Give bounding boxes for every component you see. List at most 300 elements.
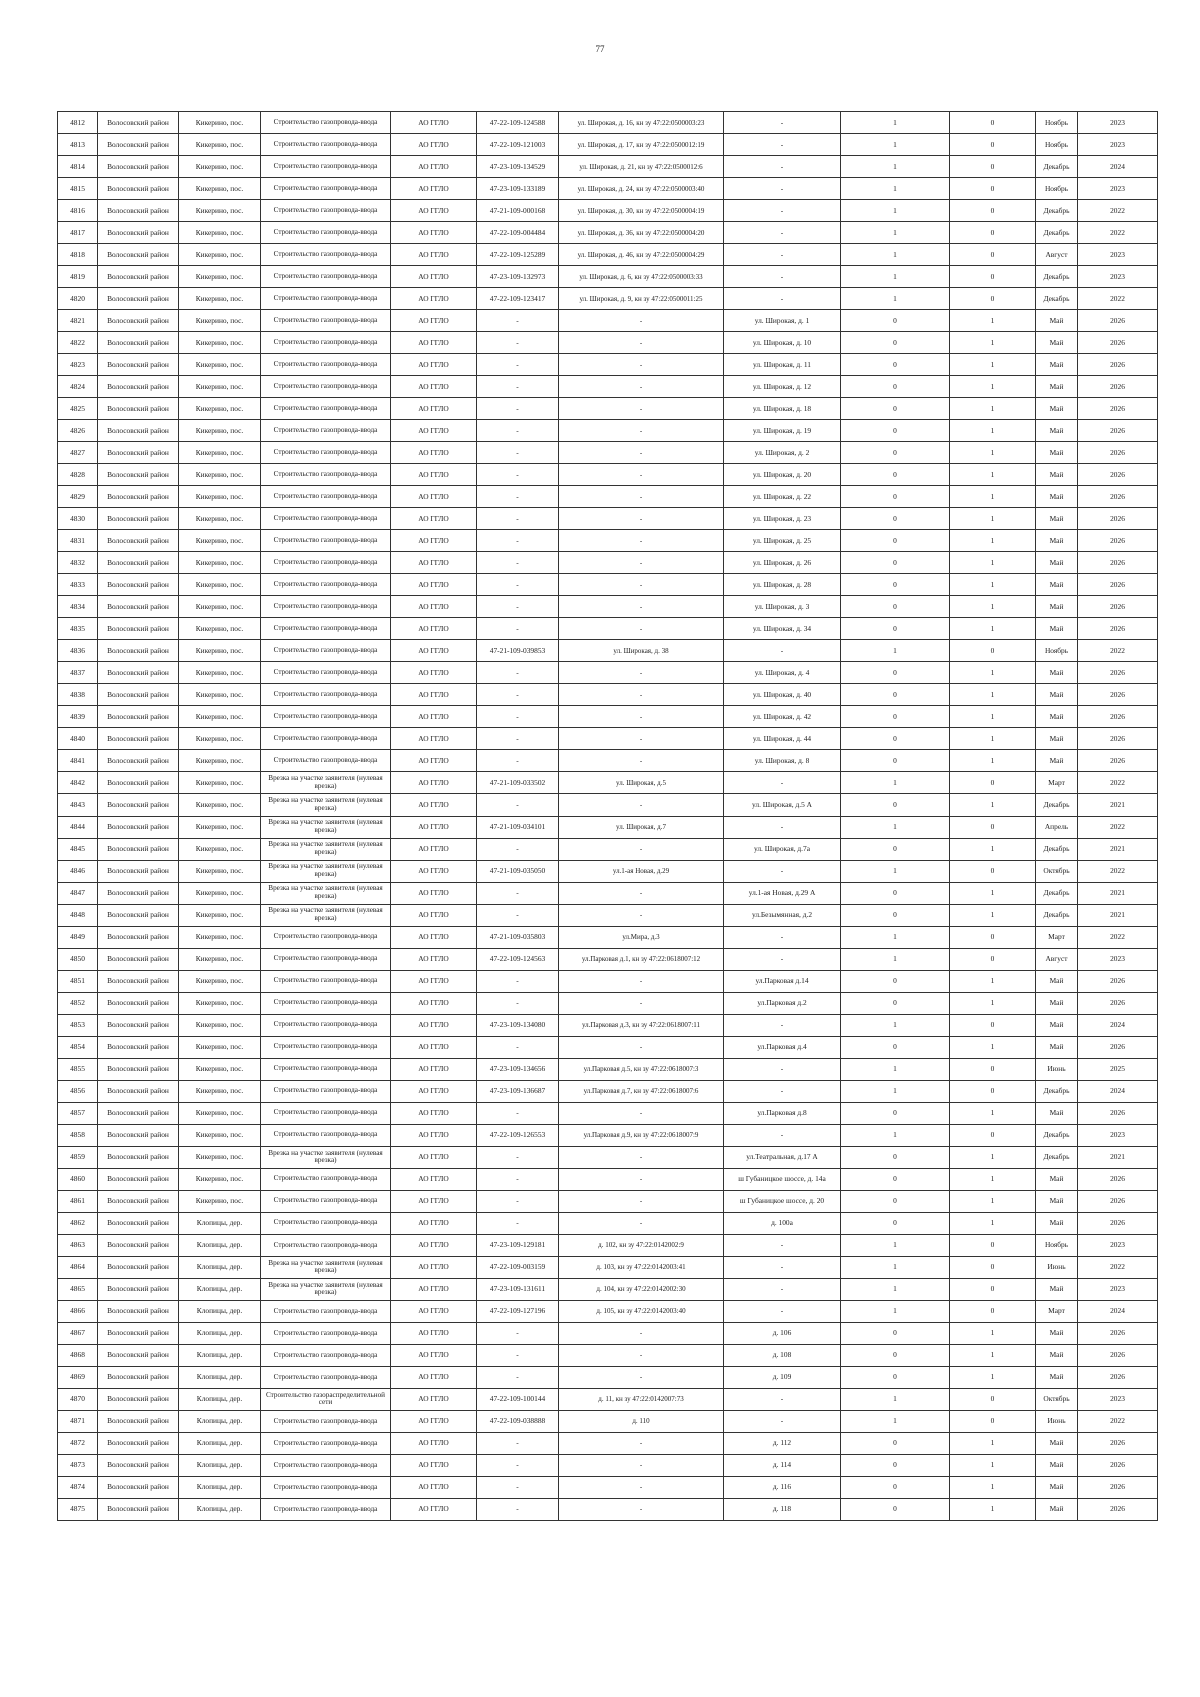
count-planned-cell: 1 xyxy=(950,310,1036,332)
month-cell: Май xyxy=(1036,486,1078,508)
district-cell: Волосовский район xyxy=(98,596,179,618)
table-row xyxy=(58,882,1158,904)
address-planned-cell: ул.Театральная, д.17 А xyxy=(724,1146,841,1168)
organization-cell: АО ГГЛО xyxy=(391,596,477,618)
work-type-cell: Строительство газопровода-ввода xyxy=(261,1212,391,1234)
work-type-cell: Строительство газопровода-ввода xyxy=(261,618,391,640)
settlement-cell: Кикерино, пос. xyxy=(179,596,261,618)
address-cadastre-cell: - xyxy=(559,904,724,926)
month-cell: Май xyxy=(1036,1498,1078,1520)
organization-cell: АО ГГЛО xyxy=(391,1388,477,1410)
year-cell: 2023 xyxy=(1078,112,1158,134)
address-planned-cell: ул.Парковая д.14 xyxy=(724,970,841,992)
count-planned-cell: 1 xyxy=(950,1212,1036,1234)
address-cadastre-cell: - xyxy=(559,838,724,860)
organization-cell: АО ГГЛО xyxy=(391,1058,477,1080)
month-cell: Ноябрь xyxy=(1036,178,1078,200)
month-cell: Май xyxy=(1036,706,1078,728)
month-cell: Май xyxy=(1036,1278,1078,1300)
organization-cell: АО ГГЛО xyxy=(391,420,477,442)
contract-number-cell: 47-23-109-134080 xyxy=(477,1014,559,1036)
month-cell: Май xyxy=(1036,310,1078,332)
count-planned-cell: 0 xyxy=(950,640,1036,662)
district-cell: Волосовский район xyxy=(98,970,179,992)
count-completed-cell: 0 xyxy=(841,706,950,728)
address-planned-cell: ул. Широкая, д. 12 xyxy=(724,376,841,398)
settlement-cell: Кикерино, пос. xyxy=(179,354,261,376)
address-cadastre-cell: ул. Широкая, д. 6, кн зу 47:22:0500003:33 xyxy=(559,266,724,288)
settlement-cell: Клопицы, дер. xyxy=(179,1322,261,1344)
month-cell: Май xyxy=(1036,1168,1078,1190)
district-cell: Волосовский район xyxy=(98,1432,179,1454)
district-cell: Волосовский район xyxy=(98,794,179,816)
settlement-cell: Клопицы, дер. xyxy=(179,1300,261,1322)
organization-cell: АО ГГЛО xyxy=(391,1366,477,1388)
settlement-cell: Клопицы, дер. xyxy=(179,1212,261,1234)
row-number-cell: 4834 xyxy=(58,596,98,618)
organization-cell: АО ГГЛО xyxy=(391,684,477,706)
settlement-cell: Кикерино, пос. xyxy=(179,1058,261,1080)
month-cell: Декабрь xyxy=(1036,1146,1078,1168)
district-cell: Волосовский район xyxy=(98,904,179,926)
address-cadastre-cell: - xyxy=(559,684,724,706)
settlement-cell: Кикерино, пос. xyxy=(179,1102,261,1124)
month-cell: Май xyxy=(1036,1454,1078,1476)
work-type-cell: Строительство газопровода-ввода xyxy=(261,134,391,156)
contract-number-cell: - xyxy=(477,574,559,596)
settlement-cell: Кикерино, пос. xyxy=(179,310,261,332)
count-completed-cell: 0 xyxy=(841,354,950,376)
month-cell: Май xyxy=(1036,376,1078,398)
table-row xyxy=(58,926,1158,948)
count-completed-cell: 1 xyxy=(841,1300,950,1322)
settlement-cell: Кикерино, пос. xyxy=(179,1190,261,1212)
table-row xyxy=(58,508,1158,530)
district-cell: Волосовский район xyxy=(98,772,179,794)
count-completed-cell: 0 xyxy=(841,376,950,398)
count-planned-cell: 1 xyxy=(950,1344,1036,1366)
year-cell: 2026 xyxy=(1078,970,1158,992)
work-type-cell: Строительство газопровода-ввода xyxy=(261,684,391,706)
organization-cell: АО ГГЛО xyxy=(391,948,477,970)
organization-cell: АО ГГЛО xyxy=(391,244,477,266)
table-row xyxy=(58,1366,1158,1388)
row-number-cell: 4819 xyxy=(58,266,98,288)
table-row xyxy=(58,1278,1158,1300)
settlement-cell: Кикерино, пос. xyxy=(179,1036,261,1058)
table-row xyxy=(58,1322,1158,1344)
count-completed-cell: 1 xyxy=(841,926,950,948)
address-planned-cell: д. 112 xyxy=(724,1432,841,1454)
row-number-cell: 4874 xyxy=(58,1476,98,1498)
row-number-cell: 4845 xyxy=(58,838,98,860)
count-completed-cell: 1 xyxy=(841,1234,950,1256)
count-planned-cell: 1 xyxy=(950,1432,1036,1454)
address-planned-cell: д. 108 xyxy=(724,1344,841,1366)
contract-number-cell: 47-22-109-124563 xyxy=(477,948,559,970)
year-cell: 2023 xyxy=(1078,1124,1158,1146)
count-planned-cell: 1 xyxy=(950,596,1036,618)
address-cadastre-cell: - xyxy=(559,750,724,772)
work-type-cell: Строительство газопровода-ввода xyxy=(261,1454,391,1476)
address-cadastre-cell: - xyxy=(559,970,724,992)
row-number-cell: 4871 xyxy=(58,1410,98,1432)
organization-cell: АО ГГЛО xyxy=(391,1432,477,1454)
address-cadastre-cell: - xyxy=(559,376,724,398)
row-number-cell: 4840 xyxy=(58,728,98,750)
organization-cell: АО ГГЛО xyxy=(391,1124,477,1146)
table-row xyxy=(58,1300,1158,1322)
month-cell: Май xyxy=(1036,618,1078,640)
count-completed-cell: 1 xyxy=(841,816,950,838)
address-cadastre-cell: - xyxy=(559,486,724,508)
count-planned-cell: 0 xyxy=(950,816,1036,838)
month-cell: Декабрь xyxy=(1036,838,1078,860)
count-completed-cell: 1 xyxy=(841,288,950,310)
month-cell: Декабрь xyxy=(1036,794,1078,816)
organization-cell: АО ГГЛО xyxy=(391,816,477,838)
work-type-cell: Врезка на участке заявителя (нулевая врезка) xyxy=(261,794,391,816)
month-cell: Май xyxy=(1036,1212,1078,1234)
address-cadastre-cell: д. 104, кн зу 47:22:0142002:30 xyxy=(559,1278,724,1300)
year-cell: 2023 xyxy=(1078,948,1158,970)
month-cell: Декабрь xyxy=(1036,200,1078,222)
table-row xyxy=(58,530,1158,552)
organization-cell: АО ГГЛО xyxy=(391,706,477,728)
contract-number-cell: 47-22-109-003159 xyxy=(477,1256,559,1278)
district-cell: Волосовский район xyxy=(98,398,179,420)
year-cell: 2026 xyxy=(1078,1454,1158,1476)
count-planned-cell: 1 xyxy=(950,376,1036,398)
address-planned-cell: ш Губаницкое шоссе, д. 20 xyxy=(724,1190,841,1212)
row-number-cell: 4852 xyxy=(58,992,98,1014)
table-row xyxy=(58,970,1158,992)
work-type-cell: Строительство газопровода-ввода xyxy=(261,1498,391,1520)
contract-number-cell: - xyxy=(477,882,559,904)
month-cell: Август xyxy=(1036,948,1078,970)
address-planned-cell: - xyxy=(724,1410,841,1432)
year-cell: 2023 xyxy=(1078,1388,1158,1410)
contract-number-cell: 47-23-109-134529 xyxy=(477,156,559,178)
count-completed-cell: 0 xyxy=(841,1432,950,1454)
district-cell: Волосовский район xyxy=(98,244,179,266)
organization-cell: АО ГГЛО xyxy=(391,398,477,420)
count-planned-cell: 0 xyxy=(950,1234,1036,1256)
settlement-cell: Кикерино, пос. xyxy=(179,1124,261,1146)
row-number-cell: 4828 xyxy=(58,464,98,486)
row-number-cell: 4844 xyxy=(58,816,98,838)
table-row xyxy=(58,1388,1158,1410)
address-cadastre-cell: - xyxy=(559,596,724,618)
work-type-cell: Строительство газопровода-ввода xyxy=(261,486,391,508)
contract-number-cell: 47-21-109-000168 xyxy=(477,200,559,222)
settlement-cell: Кикерино, пос. xyxy=(179,1014,261,1036)
work-type-cell: Строительство газопровода-ввода xyxy=(261,1168,391,1190)
table-row xyxy=(58,134,1158,156)
contract-number-cell: - xyxy=(477,684,559,706)
district-cell: Волосовский район xyxy=(98,1498,179,1520)
organization-cell: АО ГГЛО xyxy=(391,882,477,904)
district-cell: Волосовский район xyxy=(98,266,179,288)
table-row xyxy=(58,1498,1158,1520)
table-row xyxy=(58,1102,1158,1124)
organization-cell: АО ГГЛО xyxy=(391,442,477,464)
count-completed-cell: 0 xyxy=(841,552,950,574)
count-planned-cell: 1 xyxy=(950,332,1036,354)
year-cell: 2022 xyxy=(1078,200,1158,222)
count-planned-cell: 1 xyxy=(950,552,1036,574)
year-cell: 2021 xyxy=(1078,794,1158,816)
address-planned-cell: ул.Парковая д.8 xyxy=(724,1102,841,1124)
contract-number-cell: - xyxy=(477,1498,559,1520)
row-number-cell: 4815 xyxy=(58,178,98,200)
settlement-cell: Кикерино, пос. xyxy=(179,904,261,926)
address-planned-cell: - xyxy=(724,1234,841,1256)
year-cell: 2026 xyxy=(1078,1498,1158,1520)
district-cell: Волосовский район xyxy=(98,1366,179,1388)
work-type-cell: Строительство газопровода-ввода xyxy=(261,706,391,728)
contract-number-cell: - xyxy=(477,728,559,750)
address-planned-cell: - xyxy=(724,926,841,948)
contract-number-cell: - xyxy=(477,464,559,486)
count-completed-cell: 0 xyxy=(841,992,950,1014)
organization-cell: АО ГГЛО xyxy=(391,1080,477,1102)
address-planned-cell: - xyxy=(724,1080,841,1102)
row-number-cell: 4843 xyxy=(58,794,98,816)
settlement-cell: Кикерино, пос. xyxy=(179,288,261,310)
count-planned-cell: 1 xyxy=(950,1498,1036,1520)
count-planned-cell: 1 xyxy=(950,838,1036,860)
count-planned-cell: 0 xyxy=(950,772,1036,794)
count-completed-cell: 0 xyxy=(841,1498,950,1520)
month-cell: Июнь xyxy=(1036,1410,1078,1432)
contract-number-cell: - xyxy=(477,838,559,860)
year-cell: 2025 xyxy=(1078,1058,1158,1080)
district-cell: Волосовский район xyxy=(98,574,179,596)
work-type-cell: Строительство газопровода-ввода xyxy=(261,1476,391,1498)
organization-cell: АО ГГЛО xyxy=(391,156,477,178)
work-type-cell: Врезка на участке заявителя (нулевая врезка) xyxy=(261,772,391,794)
work-type-cell: Строительство газопровода-ввода xyxy=(261,662,391,684)
district-cell: Волосовский район xyxy=(98,882,179,904)
settlement-cell: Кикерино, пос. xyxy=(179,750,261,772)
row-number-cell: 4866 xyxy=(58,1300,98,1322)
contract-number-cell: 47-22-109-038888 xyxy=(477,1410,559,1432)
month-cell: Декабрь xyxy=(1036,266,1078,288)
month-cell: Ноябрь xyxy=(1036,1234,1078,1256)
contract-number-cell: - xyxy=(477,904,559,926)
address-planned-cell: - xyxy=(724,178,841,200)
row-number-cell: 4822 xyxy=(58,332,98,354)
contract-number-cell: - xyxy=(477,1454,559,1476)
organization-cell: АО ГГЛО xyxy=(391,112,477,134)
address-planned-cell: ул. Широкая, д. 34 xyxy=(724,618,841,640)
count-completed-cell: 0 xyxy=(841,1190,950,1212)
count-completed-cell: 0 xyxy=(841,1212,950,1234)
organization-cell: АО ГГЛО xyxy=(391,1498,477,1520)
month-cell: Май xyxy=(1036,464,1078,486)
month-cell: Май xyxy=(1036,1476,1078,1498)
count-completed-cell: 1 xyxy=(841,178,950,200)
district-cell: Волосовский район xyxy=(98,948,179,970)
address-planned-cell: - xyxy=(724,816,841,838)
address-planned-cell: - xyxy=(724,266,841,288)
count-completed-cell: 0 xyxy=(841,1036,950,1058)
table-row xyxy=(58,1432,1158,1454)
table-row xyxy=(58,816,1158,838)
count-planned-cell: 1 xyxy=(950,1366,1036,1388)
settlement-cell: Кикерино, пос. xyxy=(179,992,261,1014)
address-cadastre-cell: - xyxy=(559,1322,724,1344)
table-row xyxy=(58,772,1158,794)
district-cell: Волосовский район xyxy=(98,1190,179,1212)
count-completed-cell: 0 xyxy=(841,838,950,860)
count-planned-cell: 0 xyxy=(950,1300,1036,1322)
month-cell: Май xyxy=(1036,530,1078,552)
organization-cell: АО ГГЛО xyxy=(391,1146,477,1168)
count-planned-cell: 1 xyxy=(950,1476,1036,1498)
address-planned-cell: - xyxy=(724,1014,841,1036)
district-cell: Волосовский район xyxy=(98,618,179,640)
settlement-cell: Клопицы, дер. xyxy=(179,1498,261,1520)
table-row xyxy=(58,398,1158,420)
organization-cell: АО ГГЛО xyxy=(391,134,477,156)
table-row xyxy=(58,1190,1158,1212)
address-planned-cell: ул. Широкая, д. 11 xyxy=(724,354,841,376)
organization-cell: АО ГГЛО xyxy=(391,200,477,222)
count-completed-cell: 0 xyxy=(841,486,950,508)
count-planned-cell: 1 xyxy=(950,1102,1036,1124)
contract-number-cell: - xyxy=(477,486,559,508)
count-planned-cell: 0 xyxy=(950,1058,1036,1080)
contract-number-cell: 47-21-109-034101 xyxy=(477,816,559,838)
count-completed-cell: 1 xyxy=(841,640,950,662)
row-number-cell: 4827 xyxy=(58,442,98,464)
district-cell: Волосовский район xyxy=(98,1212,179,1234)
organization-cell: АО ГГЛО xyxy=(391,288,477,310)
table-row xyxy=(58,1410,1158,1432)
work-type-cell: Строительство газопровода-ввода xyxy=(261,1234,391,1256)
district-cell: Волосовский район xyxy=(98,420,179,442)
contract-number-cell: - xyxy=(477,332,559,354)
year-cell: 2021 xyxy=(1078,838,1158,860)
address-planned-cell: д. 109 xyxy=(724,1366,841,1388)
organization-cell: АО ГГЛО xyxy=(391,838,477,860)
district-cell: Волосовский район xyxy=(98,530,179,552)
row-number-cell: 4847 xyxy=(58,882,98,904)
address-planned-cell: - xyxy=(724,288,841,310)
count-completed-cell: 0 xyxy=(841,398,950,420)
month-cell: Декабрь xyxy=(1036,1080,1078,1102)
organization-cell: АО ГГЛО xyxy=(391,772,477,794)
address-planned-cell: - xyxy=(724,1256,841,1278)
table-row xyxy=(58,574,1158,596)
month-cell: Май xyxy=(1036,354,1078,376)
count-completed-cell: 0 xyxy=(841,1366,950,1388)
address-planned-cell: ул. Широкая, д. 2 xyxy=(724,442,841,464)
work-type-cell: Строительство газопровода-ввода xyxy=(261,222,391,244)
year-cell: 2026 xyxy=(1078,1212,1158,1234)
count-completed-cell: 1 xyxy=(841,1388,950,1410)
month-cell: Май xyxy=(1036,1190,1078,1212)
settlement-cell: Кикерино, пос. xyxy=(179,706,261,728)
address-cadastre-cell: - xyxy=(559,354,724,376)
organization-cell: АО ГГЛО xyxy=(391,222,477,244)
year-cell: 2022 xyxy=(1078,1256,1158,1278)
row-number-cell: 4823 xyxy=(58,354,98,376)
address-planned-cell: ул. Широкая, д. 28 xyxy=(724,574,841,596)
settlement-cell: Клопицы, дер. xyxy=(179,1410,261,1432)
district-cell: Волосовский район xyxy=(98,508,179,530)
year-cell: 2024 xyxy=(1078,1014,1158,1036)
settlement-cell: Кикерино, пос. xyxy=(179,618,261,640)
district-cell: Волосовский район xyxy=(98,178,179,200)
organization-cell: АО ГГЛО xyxy=(391,1014,477,1036)
table-row xyxy=(58,662,1158,684)
count-completed-cell: 0 xyxy=(841,1168,950,1190)
district-cell: Волосовский район xyxy=(98,1146,179,1168)
settlement-cell: Кикерино, пос. xyxy=(179,948,261,970)
work-type-cell: Строительство газопровода-ввода xyxy=(261,1080,391,1102)
table-row xyxy=(58,200,1158,222)
address-planned-cell: ул. Широкая, д. 25 xyxy=(724,530,841,552)
month-cell: Май xyxy=(1036,728,1078,750)
count-completed-cell: 0 xyxy=(841,530,950,552)
month-cell: Май xyxy=(1036,420,1078,442)
settlement-cell: Кикерино, пос. xyxy=(179,728,261,750)
count-planned-cell: 0 xyxy=(950,860,1036,882)
address-planned-cell: ул. Широкая, д. 10 xyxy=(724,332,841,354)
work-type-cell: Строительство газопровода-ввода xyxy=(261,1344,391,1366)
table-row xyxy=(58,112,1158,134)
address-cadastre-cell: ул. Широкая, д. 46, кн зу 47:22:0500004:29 xyxy=(559,244,724,266)
month-cell: Май xyxy=(1036,1036,1078,1058)
address-cadastre-cell: ул.Мира, д.3 xyxy=(559,926,724,948)
year-cell: 2026 xyxy=(1078,1322,1158,1344)
work-type-cell: Строительство газопровода-ввода xyxy=(261,970,391,992)
count-planned-cell: 0 xyxy=(950,926,1036,948)
organization-cell: АО ГГЛО xyxy=(391,552,477,574)
work-type-cell: Строительство газопровода-ввода xyxy=(261,1036,391,1058)
district-cell: Волосовский район xyxy=(98,222,179,244)
organization-cell: АО ГГЛО xyxy=(391,508,477,530)
year-cell: 2026 xyxy=(1078,420,1158,442)
address-cadastre-cell: д. 11, кн зу 47:22:0142007:73 xyxy=(559,1388,724,1410)
work-type-cell: Врезка на участке заявителя (нулевая врезка) xyxy=(261,816,391,838)
count-planned-cell: 1 xyxy=(950,1322,1036,1344)
count-completed-cell: 0 xyxy=(841,794,950,816)
row-number-cell: 4865 xyxy=(58,1278,98,1300)
count-planned-cell: 0 xyxy=(950,156,1036,178)
table-row xyxy=(58,904,1158,926)
contract-number-cell: - xyxy=(477,970,559,992)
table-row xyxy=(58,552,1158,574)
row-number-cell: 4817 xyxy=(58,222,98,244)
address-cadastre-cell: ул. Широкая, д.5 xyxy=(559,772,724,794)
count-completed-cell: 1 xyxy=(841,1058,950,1080)
table-row xyxy=(58,1058,1158,1080)
row-number-cell: 4812 xyxy=(58,112,98,134)
count-completed-cell: 0 xyxy=(841,596,950,618)
address-cadastre-cell: - xyxy=(559,332,724,354)
year-cell: 2024 xyxy=(1078,1300,1158,1322)
month-cell: Май xyxy=(1036,1014,1078,1036)
district-cell: Волосовский район xyxy=(98,1014,179,1036)
month-cell: Декабрь xyxy=(1036,1124,1078,1146)
work-type-cell: Врезка на участке заявителя (нулевая врезка) xyxy=(261,1146,391,1168)
address-cadastre-cell: ул. Широкая, д. 36, кн зу 47:22:0500004:20 xyxy=(559,222,724,244)
year-cell: 2026 xyxy=(1078,596,1158,618)
